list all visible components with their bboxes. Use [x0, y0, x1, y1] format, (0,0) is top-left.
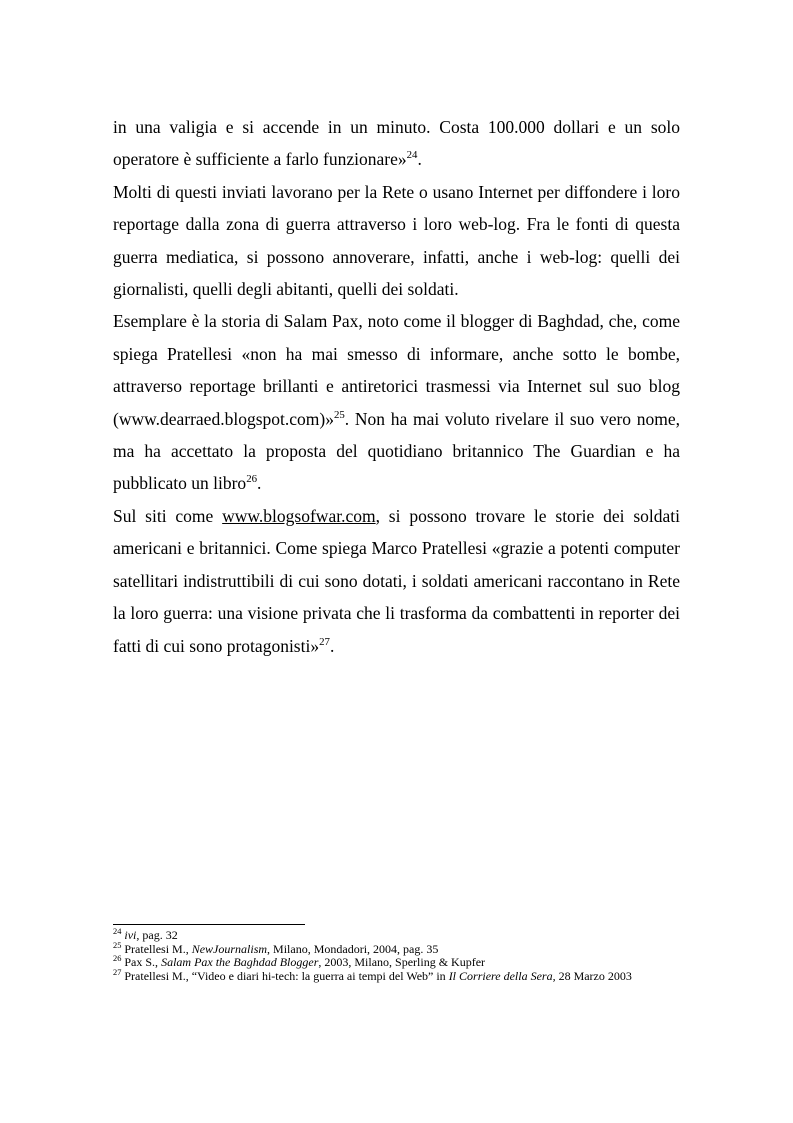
- footnote-text: Pratellesi M., “Video e diari hi-tech: la guerra ai tempi del Web” in: [121, 968, 449, 983]
- footnote-italic: Il Corriere della Sera,: [448, 968, 556, 983]
- footnote-separator: [113, 924, 305, 925]
- paragraph-text: in una valigia e si accende in un minuto. Costa 100.000 dollari e un solo operatore è sufficiente a farlo funzionare»: [113, 117, 680, 170]
- paragraph: [113, 176, 680, 306]
- footnotes: [113, 929, 680, 983]
- footnote-italic: Salam Pax the Baghdad Blogger: [161, 955, 319, 970]
- footnote-ref[interactable]: 26: [246, 473, 258, 486]
- footnote-text: , Milano, Mondadori, 2004, pag. 35: [267, 941, 439, 956]
- footnote-text: 28 Marzo 2003: [555, 968, 632, 983]
- paragraph: [113, 111, 680, 176]
- footnote-number: 25: [113, 940, 122, 950]
- footnote-number: 27: [113, 967, 122, 977]
- footnote-text: pag. 32: [139, 928, 178, 942]
- footnote-27: [113, 967, 680, 984]
- footnote-ref[interactable]: 24: [406, 149, 418, 162]
- footnote-text: , 2003, Milano, Sperling & Kupfer: [318, 955, 486, 970]
- footnote-text: Pratellesi M.,: [121, 941, 192, 956]
- paragraph-text: , si possono trovare le storie dei soldati americani e britannici. Come spiega Marco Pratellesi «grazie a potenti computer satellitari indistruttibili di cui sono dotati, i soldati americani raccontano in Rete la loro guerra: una visione privata che li trasforma da combattenti in reporter dei fatti di cui sono protagonisti»: [113, 505, 680, 656]
- footnote-ref[interactable]: 27: [319, 635, 330, 648]
- footnote-26: [113, 956, 680, 970]
- paragraph-text: . Non ha mai voluto rivelare il suo vero nome, ma ha accettato la proposta del quotidiano britannico The Guardian e ha pubblicato un libro: [113, 408, 680, 494]
- footnote-24: [113, 929, 680, 943]
- paragraph-end: .: [257, 473, 262, 494]
- paragraph: [113, 500, 680, 662]
- footnote-number: 26: [113, 954, 122, 964]
- paragraph: [113, 305, 680, 499]
- paragraph-text: Esemplare è la storia di Salam Pax, noto come il blogger di Baghdad, che, come spiega Pratellesi «non ha mai smesso di informare, anche sotto le bombe, attraverso reportage brillanti e antiretorici trasmessi via Internet sul suo blog (www.dearraed.blogspot.com)»: [113, 311, 680, 429]
- paragraph-end: .: [417, 149, 422, 170]
- blogsofwar-link[interactable]: www.blogsofwar.com: [222, 505, 376, 526]
- footnote-italic: ivi,: [124, 928, 140, 942]
- body-text: [113, 111, 680, 662]
- paragraph-text: Sul siti come: [113, 505, 223, 526]
- paragraph-text: Molti di questi inviati lavorano per la Rete o usano Internet per diffondere i loro reportage dalla zona di guerra attraverso i loro web-log. Fra le fonti di questa guerra mediatica, si possono annoverare, infatti, anche i web-log: quelli dei giornalisti, quelli degli abitanti, quelli dei soldati.: [113, 181, 680, 300]
- footnote-number: 24: [113, 927, 122, 936]
- footnote-italic: NewJournalism: [191, 941, 268, 956]
- paragraph-end: .: [329, 635, 335, 656]
- footnote-ref[interactable]: 25: [333, 408, 345, 421]
- footnote-text: Pax S.,: [121, 955, 162, 970]
